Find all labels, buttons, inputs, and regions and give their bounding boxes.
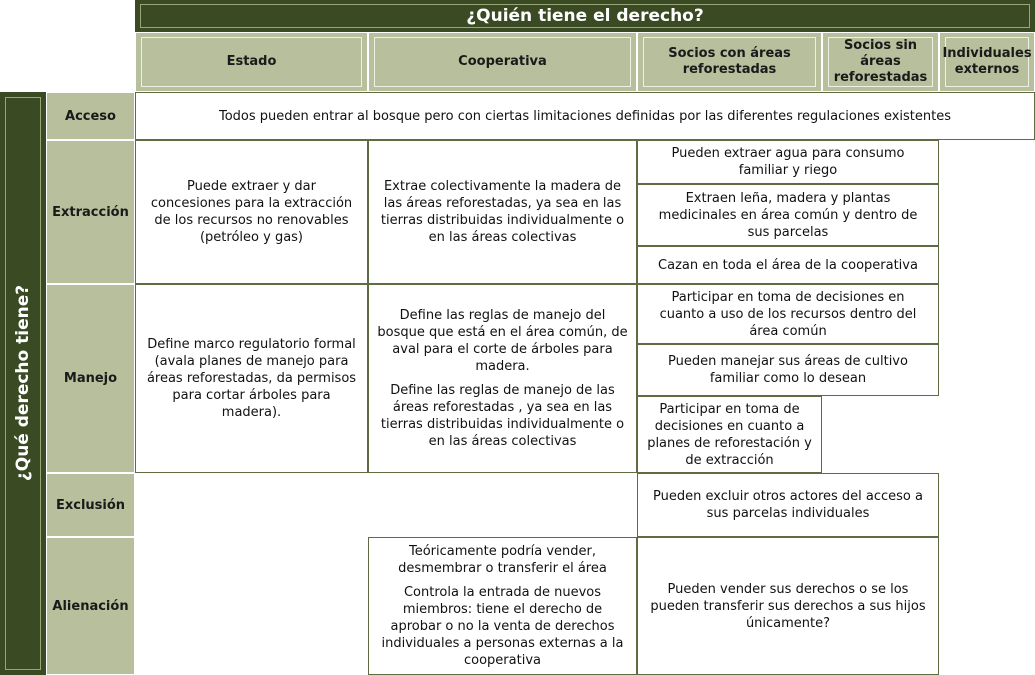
cell-alienacion-coop-1-text: Teóricamente podría vender, desmembrar o transferir el área [398, 544, 607, 576]
cell-manejo-coop-1-text: Define las reglas de manejo del bosque que está en el área común, de aval para el corte de árboles para madera. [377, 308, 628, 374]
cell-manejo-estado [135, 284, 368, 473]
column-label-individuales: Individuales externos [942, 46, 1032, 77]
cell-exclusion-socios [637, 473, 939, 537]
cell-alienacion-socios [637, 537, 939, 675]
side-title-bar [0, 92, 46, 675]
row-label-acceso-text: Acceso [65, 108, 116, 124]
cell-extraccion-estado [135, 140, 368, 284]
row-label-acceso [46, 92, 135, 140]
cell-alienacion-socios-text: Pueden vender sus derechos o se los pueden transferir sus derechos a sus hijos únicamente? [650, 581, 926, 631]
cell-extraccion-socios-2-text: Extraen leña, madera y plantas medicinales en área común y dentro de sus parcelas [658, 190, 918, 240]
cell-manejo-socios-1-text: Participar en toma de decisiones en cuanto a uso de los recursos dentro del área común [659, 289, 917, 339]
cell-manejo-estado-text: Define marco regulatorio formal (avala planes de manejo para áreas reforestadas, da permisos para cortar árboles para madera). [146, 337, 357, 420]
column-label-cooperativa: Cooperativa [458, 54, 547, 69]
cell-manejo-socios-1 [637, 284, 939, 344]
column-header-individuales [939, 32, 1035, 92]
cell-extraccion-socios-1 [637, 140, 939, 184]
cell-manejo-socios-2-text: Pueden manejar sus áreas de cultivo familiar como lo desean [668, 354, 908, 386]
cell-acceso-text: Todos pueden entrar al bosque pero con ciertas limitaciones definidas por las diferentes regulaciones existentes [218, 108, 952, 124]
row-label-exclusion-text: Exclusión [55, 497, 126, 513]
cell-extraccion-socios-3 [637, 246, 939, 284]
row-label-extraccion [46, 140, 135, 284]
column-header-estado [135, 32, 368, 92]
row-label-exclusion [46, 473, 135, 537]
row-label-manejo [46, 284, 135, 473]
cell-exclusion-socios-text: Pueden excluir otros actores del acceso a sus parcelas individuales [653, 489, 923, 521]
cell-extraccion-socios-2 [637, 184, 939, 246]
title-bar [135, 0, 1035, 32]
cell-extraccion-estado-text: Puede extraer y dar concesiones para la extracción de los recursos no renovables (petróleo y gas) [150, 179, 353, 245]
cell-extraccion-coop-text: Extrae colectivamente la madera de las áreas reforestadas, ya sea en las tierras distribuidas individualmente o en las áreas colectivas [380, 179, 625, 245]
cell-extraccion-socios-3-text: Cazan en toda el área de la cooperativa [658, 257, 918, 273]
column-header-socios-con [637, 32, 822, 92]
row-label-alienacion-text: Alienación [52, 598, 129, 614]
row-label-alienacion [46, 537, 135, 675]
table-title: ¿Quién tiene el derecho? [466, 6, 704, 26]
cell-manejo-socios-con-3-text: Participar en toma de decisiones en cuanto a planes de reforestación y de extracción [647, 401, 812, 468]
cell-extraccion-cooperativa [368, 140, 637, 284]
column-header-cooperativa [368, 32, 637, 92]
column-label-socios-sin: Socios sin áreas reforestadas [833, 38, 928, 85]
cell-alienacion-coop-2-text: Controla la entrada de nuevos miembros: tiene el derecho de aprobar o no la venta de derechos individuales a personas externas a la cooperativa [381, 585, 624, 668]
side-title: ¿Qué derecho tiene? [13, 284, 33, 482]
cell-manejo-socios-con-3 [637, 396, 822, 473]
cell-alienacion-cooperativa [368, 537, 637, 675]
column-header-socios-sin [822, 32, 939, 92]
cell-manejo-cooperativa [368, 284, 637, 473]
cell-acceso-all [135, 92, 1035, 140]
cell-manejo-coop-2-text: Define las reglas de manejo de las áreas reforestadas , ya sea en las tierras distribuidas individualmente o en las áreas colectivas [380, 383, 625, 449]
column-label-socios-con: Socios con áreas reforestadas [668, 46, 791, 77]
cell-manejo-socios-2 [637, 344, 939, 396]
row-label-extraccion-text: Extracción [52, 204, 129, 220]
row-label-manejo-text: Manejo [63, 371, 118, 386]
column-label-estado: Estado [226, 54, 277, 69]
cell-extraccion-socios-1-text: Pueden extraer agua para consumo familiar y riego [671, 146, 905, 178]
